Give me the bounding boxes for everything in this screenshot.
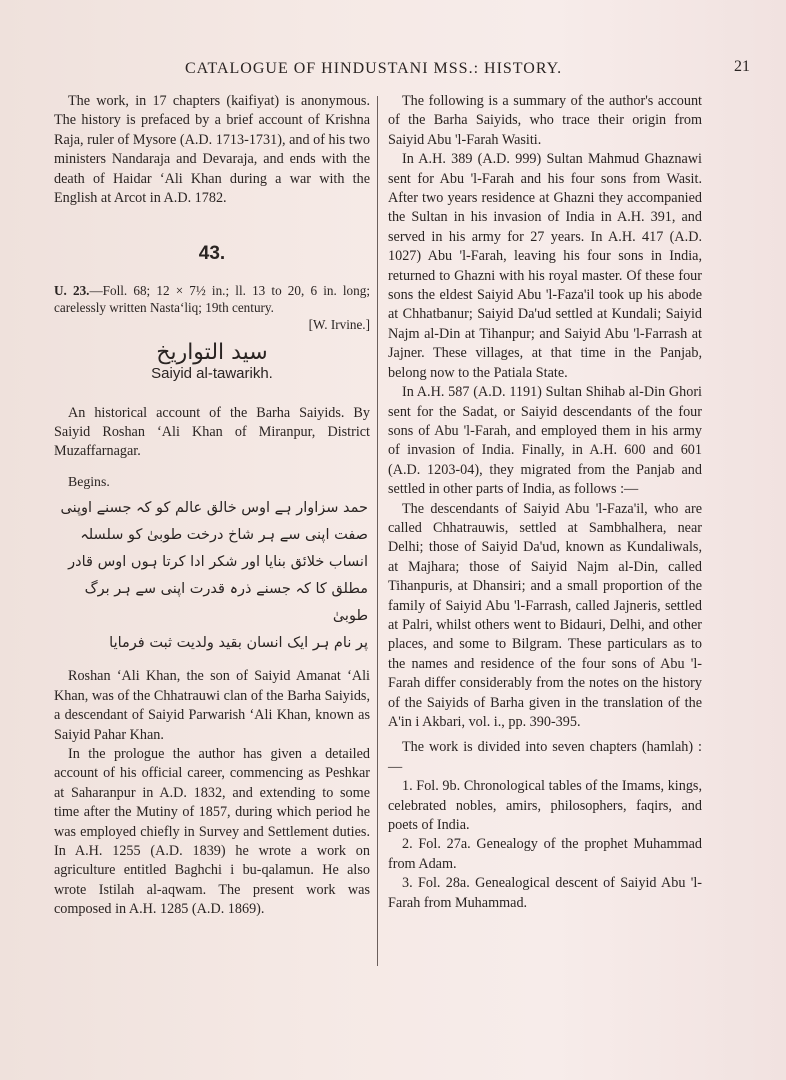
intro-paragraph: The work, in 17 chapters (kaifiyat) is anonymous. The history is prefaced by a brief account of Krishna Raja, ruler of Mysore (A.D. 1713-1731), and of his two ministers Nandaraja and Devaraja, and ends with the death of Haidar ‘Ali Khan during a war with the English at Arcot in A.D. 1782. (54, 93, 370, 207)
right-column (388, 92, 702, 913)
column-divider (377, 96, 378, 966)
shelfmark: U. 23. (54, 282, 90, 298)
opening-verses (54, 495, 370, 657)
chapter-item: 2. Fol. 27a. Genealogy of the prophet Muhammad from Adam. (388, 836, 702, 872)
descendants-paragraph: The descendants of Saiyid Abu 'l-Faza'il, who are called Chhatrauwis, settled at Sambhalhera, near Delhi; those of Saiyid Da'ud, known as Kundaliwals, at Majhara; those of Saiyid Najm al-Din, called Tihanpuris, at Dhansiri; and a small proportion of the family of Saiyid Abu 'l-Farrash, called Jajneris, settled at Palri, whilst others went to Bidauri, Delhi, and other places, and some to Bilgram. These particulars as to the names and residence of the four sons of Abu 'l-Farah differ considerably from the notes on the history of the Saiyids of Barha given in the translation of the A'in i Akbari, vol. i., pp. 390-395. (388, 500, 702, 730)
paragraph-ah-389: In A.H. 389 (A.D. 999) Sultan Mahmud Ghaznawi sent for Abu 'l-Farah and his four sons from Wasit. After two years residence at Ghazni they accompanied the Sultan in his invasion of India in A.H. 391, and served in his army for 27 years. In A.H. 417 (A.D. 1027) Abu 'l-Farah, leaving his four sons in India, returned to Ghazni with his royal master. Of these four sons the eldest Saiyid Abu 'l-Faza'il took up his abode at Chhatbanur; Saiyid Da'ud settled at Kundali; Saiyid Najm al-Din at Tihanpur; and Saiyid Abu 'l-Farrash at Jajner. These villages, at that time in the Panjab, belong now to the Patiala State. (388, 151, 702, 381)
transliterated-title: Saiyid al-tawarikh. (151, 365, 273, 383)
work-description: An historical account of the Barha Saiyids. By Saiyid Roshan ‘Ali Khan of Miranpur, District Muzaffarnagar. (54, 404, 370, 460)
verse-line: حمد سزاوار ہے اوس خالق عالم کو کہ جسنے اوپنی (60, 500, 368, 517)
page-number: 21 (734, 58, 750, 75)
verse-line: مطلق کا کہ جسنے ذرہ قدرت اپنی سے ہر برگ طوبیٰ (84, 581, 368, 625)
entry-number: 43. (198, 243, 226, 265)
arabic-title: سید التواریخ (156, 339, 268, 365)
chapter-item: 1. Fol. 9b. Chronological tables of the Imams, kings, celebrated nobles, amirs, philosophers, faqirs, and poets of India. (388, 778, 702, 834)
manuscript-details (54, 282, 370, 316)
chapter-item: 3. Fol. 28a. Genealogical descent of Saiyid Abu 'l-Farah from Muhammad. (388, 875, 702, 911)
header-title: CATALOGUE OF HINDUSTANI MSS.: HISTORY. (185, 60, 563, 77)
paragraph-ah-587: In A.H. 587 (A.D. 1191) Sultan Shihab al-Din Ghori sent for the Sadat, or Saiyid descendants of the four sons of Abu 'l-Farah, and employed them in his army of invasion of India. Finally, in A.H. 600 and 601 (A.D. 1203-04), they migrated from the Panjab and settled in other parts of India, as follows :— (388, 384, 702, 498)
collector-name: [W. Irvine.] (308, 316, 370, 332)
left-column (54, 92, 370, 920)
summary-intro: The following is a summary of the author's account of the Barha Saiyids, who trace their origin from Saiyid Abu 'l-Farah Wasiti. (388, 93, 702, 148)
running-header (60, 58, 750, 82)
manuscript-details-text: —Foll. 68; 12 × 7½ in.; ll. 13 to 20, 6 in. long; carelessly written Nasta‘liq; 19th century. (54, 282, 371, 315)
begins-label: Begins. (68, 473, 110, 489)
chapters-intro: The work is divided into seven chapters (hamlah) :— (388, 739, 702, 775)
author-paragraph: Roshan ‘Ali Khan, the son of Saiyid Amanat ‘Ali Khan, was of the Chhatrauwi clan of the Barha Saiyids, a descendant of Saiyid Parwarish ‘Ali Khan, known as Saiyid Pahar Khan. (54, 668, 370, 743)
verse-line: صفت اپنی سے ہر شاخ درخت طوبیٰ کو سلسلہ (80, 527, 368, 544)
verse-line: پر نام ہر ایک انسان بقید ولدیت ثبت فرمایا (109, 635, 368, 652)
career-paragraph: In the prologue the author has given a detailed account of his official career, commencing as Peshkar at Saharanpur in A.D. 1832, and extending to some time after the Mutiny of 1857, during which period he was employed chiefly in Survey and Settlement duties. In A.H. 1255 (A.D. 1839) he wrote a work on agriculture entitled Baghchi i bu-qalamun. He also wrote Istilah al-aqwam. The present work was composed in A.H. 1285 (A.D. 1869). (54, 745, 370, 918)
verse-line: انساب خلائق بنایا اور شکر ادا کرتا ہوں اوس قادر (68, 554, 368, 571)
